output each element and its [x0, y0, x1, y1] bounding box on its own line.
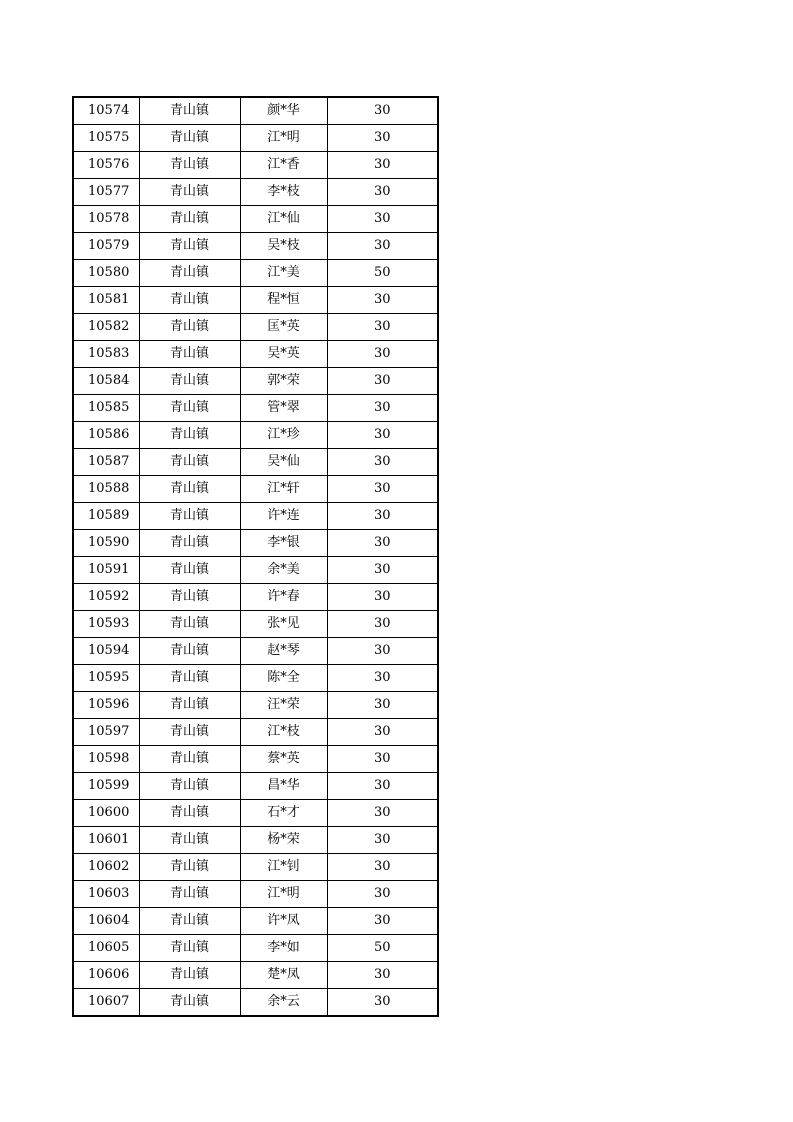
table-row — [73, 584, 438, 611]
town-cell: 青山镇 — [139, 665, 240, 692]
amount-cell: 30 — [327, 152, 438, 179]
amount-cell: 30 — [327, 692, 438, 719]
town-cell: 青山镇 — [139, 287, 240, 314]
town-cell: 青山镇 — [139, 152, 240, 179]
name-cell: 汪*荣 — [240, 692, 327, 719]
amount-cell: 30 — [327, 287, 438, 314]
amount-cell: 30 — [327, 854, 438, 881]
name-cell: 江*珍 — [240, 422, 327, 449]
id-cell: 10591 — [73, 557, 139, 584]
table-row — [73, 638, 438, 665]
amount-cell: 30 — [327, 503, 438, 530]
id-cell: 10579 — [73, 233, 139, 260]
id-cell: 10577 — [73, 179, 139, 206]
name-cell: 江*明 — [240, 125, 327, 152]
amount-cell: 30 — [327, 827, 438, 854]
name-cell: 江*轩 — [240, 476, 327, 503]
town-cell: 青山镇 — [139, 179, 240, 206]
amount-cell: 30 — [327, 368, 438, 395]
table-row — [73, 719, 438, 746]
id-cell: 10587 — [73, 449, 139, 476]
id-cell: 10597 — [73, 719, 139, 746]
id-cell: 10576 — [73, 152, 139, 179]
id-cell: 10594 — [73, 638, 139, 665]
name-cell: 吴*英 — [240, 341, 327, 368]
town-cell: 青山镇 — [139, 476, 240, 503]
amount-cell: 30 — [327, 233, 438, 260]
name-cell: 张*见 — [240, 611, 327, 638]
table-row — [73, 422, 438, 449]
amount-cell: 30 — [327, 962, 438, 989]
town-cell: 青山镇 — [139, 530, 240, 557]
amount-cell: 30 — [327, 179, 438, 206]
id-cell: 10581 — [73, 287, 139, 314]
table-row — [73, 989, 438, 1017]
town-cell: 青山镇 — [139, 962, 240, 989]
table-row — [73, 503, 438, 530]
amount-cell: 30 — [327, 395, 438, 422]
amount-cell: 30 — [327, 800, 438, 827]
table-row — [73, 665, 438, 692]
town-cell: 青山镇 — [139, 260, 240, 287]
table-row — [73, 97, 438, 125]
id-cell: 10584 — [73, 368, 139, 395]
town-cell: 青山镇 — [139, 611, 240, 638]
town-cell: 青山镇 — [139, 206, 240, 233]
name-cell: 吴*枝 — [240, 233, 327, 260]
amount-cell: 30 — [327, 908, 438, 935]
table-row — [73, 152, 438, 179]
town-cell: 青山镇 — [139, 719, 240, 746]
id-cell: 10585 — [73, 395, 139, 422]
table-row — [73, 206, 438, 233]
town-cell: 青山镇 — [139, 584, 240, 611]
amount-cell: 30 — [327, 530, 438, 557]
name-cell: 江*明 — [240, 881, 327, 908]
id-cell: 10600 — [73, 800, 139, 827]
town-cell: 青山镇 — [139, 935, 240, 962]
table-row — [73, 692, 438, 719]
name-cell: 李*如 — [240, 935, 327, 962]
table-row — [73, 611, 438, 638]
amount-cell: 30 — [327, 719, 438, 746]
town-cell: 青山镇 — [139, 368, 240, 395]
id-cell: 10593 — [73, 611, 139, 638]
table-row — [73, 368, 438, 395]
id-cell: 10598 — [73, 746, 139, 773]
name-cell: 匡*英 — [240, 314, 327, 341]
name-cell: 李*银 — [240, 530, 327, 557]
id-cell: 10590 — [73, 530, 139, 557]
amount-cell: 50 — [327, 260, 438, 287]
table-row — [73, 962, 438, 989]
town-cell: 青山镇 — [139, 233, 240, 260]
amount-cell: 30 — [327, 665, 438, 692]
id-cell: 10582 — [73, 314, 139, 341]
town-cell: 青山镇 — [139, 692, 240, 719]
name-cell: 江*美 — [240, 260, 327, 287]
town-cell: 青山镇 — [139, 395, 240, 422]
name-cell: 许*春 — [240, 584, 327, 611]
id-cell: 10588 — [73, 476, 139, 503]
town-cell: 青山镇 — [139, 314, 240, 341]
table-row — [73, 260, 438, 287]
table-row — [73, 179, 438, 206]
town-cell: 青山镇 — [139, 989, 240, 1017]
name-cell: 郭*荣 — [240, 368, 327, 395]
amount-cell: 30 — [327, 476, 438, 503]
id-cell: 10574 — [73, 97, 139, 125]
table-row — [73, 854, 438, 881]
name-cell: 江*枝 — [240, 719, 327, 746]
id-cell: 10595 — [73, 665, 139, 692]
table-row — [73, 827, 438, 854]
table-row — [73, 908, 438, 935]
name-cell: 蔡*英 — [240, 746, 327, 773]
amount-cell: 30 — [327, 449, 438, 476]
table-row — [73, 773, 438, 800]
amount-cell: 30 — [327, 422, 438, 449]
name-cell: 管*翠 — [240, 395, 327, 422]
id-cell: 10606 — [73, 962, 139, 989]
town-cell: 青山镇 — [139, 341, 240, 368]
amount-cell: 30 — [327, 989, 438, 1017]
id-cell: 10589 — [73, 503, 139, 530]
table-row — [73, 395, 438, 422]
town-cell: 青山镇 — [139, 800, 240, 827]
name-cell: 杨*荣 — [240, 827, 327, 854]
town-cell: 青山镇 — [139, 881, 240, 908]
id-cell: 10599 — [73, 773, 139, 800]
town-cell: 青山镇 — [139, 773, 240, 800]
name-cell: 余*美 — [240, 557, 327, 584]
table-row — [73, 530, 438, 557]
table-row — [73, 287, 438, 314]
town-cell: 青山镇 — [139, 125, 240, 152]
table-body — [73, 97, 438, 1016]
name-cell: 陈*全 — [240, 665, 327, 692]
name-cell: 程*恒 — [240, 287, 327, 314]
table-row — [73, 449, 438, 476]
town-cell: 青山镇 — [139, 449, 240, 476]
amount-cell: 30 — [327, 638, 438, 665]
name-cell: 石*才 — [240, 800, 327, 827]
name-cell: 李*枝 — [240, 179, 327, 206]
name-cell: 江*香 — [240, 152, 327, 179]
town-cell: 青山镇 — [139, 827, 240, 854]
amount-cell: 50 — [327, 935, 438, 962]
name-cell: 楚*凤 — [240, 962, 327, 989]
id-cell: 10601 — [73, 827, 139, 854]
table-row — [73, 314, 438, 341]
name-cell: 许*凤 — [240, 908, 327, 935]
id-cell: 10602 — [73, 854, 139, 881]
name-cell: 赵*琴 — [240, 638, 327, 665]
id-cell: 10586 — [73, 422, 139, 449]
id-cell: 10592 — [73, 584, 139, 611]
town-cell: 青山镇 — [139, 557, 240, 584]
table-row — [73, 233, 438, 260]
name-cell: 吴*仙 — [240, 449, 327, 476]
town-cell: 青山镇 — [139, 854, 240, 881]
amount-cell: 30 — [327, 557, 438, 584]
town-cell: 青山镇 — [139, 503, 240, 530]
id-cell: 10604 — [73, 908, 139, 935]
amount-cell: 30 — [327, 584, 438, 611]
table-row — [73, 800, 438, 827]
amount-cell: 30 — [327, 773, 438, 800]
table-row — [73, 557, 438, 584]
table-row — [73, 341, 438, 368]
town-cell: 青山镇 — [139, 422, 240, 449]
table-row — [73, 125, 438, 152]
table-row — [73, 746, 438, 773]
town-cell: 青山镇 — [139, 638, 240, 665]
amount-cell: 30 — [327, 97, 438, 125]
data-table — [72, 96, 439, 1017]
name-cell: 余*云 — [240, 989, 327, 1017]
id-cell: 10580 — [73, 260, 139, 287]
id-cell: 10603 — [73, 881, 139, 908]
name-cell: 颜*华 — [240, 97, 327, 125]
id-cell: 10605 — [73, 935, 139, 962]
town-cell: 青山镇 — [139, 746, 240, 773]
id-cell: 10575 — [73, 125, 139, 152]
id-cell: 10596 — [73, 692, 139, 719]
name-cell: 许*连 — [240, 503, 327, 530]
id-cell: 10583 — [73, 341, 139, 368]
amount-cell: 30 — [327, 881, 438, 908]
amount-cell: 30 — [327, 314, 438, 341]
id-cell: 10607 — [73, 989, 139, 1017]
town-cell: 青山镇 — [139, 908, 240, 935]
name-cell: 江*钊 — [240, 854, 327, 881]
amount-cell: 30 — [327, 125, 438, 152]
name-cell: 昌*华 — [240, 773, 327, 800]
name-cell: 江*仙 — [240, 206, 327, 233]
table-row — [73, 476, 438, 503]
amount-cell: 30 — [327, 206, 438, 233]
amount-cell: 30 — [327, 746, 438, 773]
amount-cell: 30 — [327, 611, 438, 638]
id-cell: 10578 — [73, 206, 139, 233]
table-row — [73, 935, 438, 962]
amount-cell: 30 — [327, 341, 438, 368]
town-cell: 青山镇 — [139, 97, 240, 125]
table-row — [73, 881, 438, 908]
